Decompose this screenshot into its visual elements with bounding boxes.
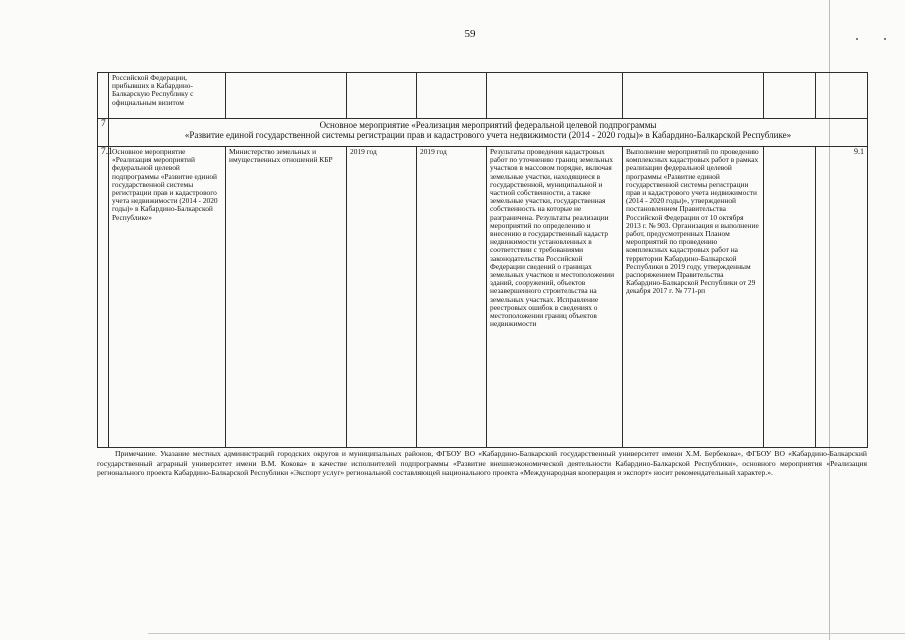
detail-name: Основное мероприятие «Реализация мероприятий федеральной целевой подпрограммы «Развитие единой государственной системы регистрации прав и кадастрового учета недвижимости (2014 - 2020 годы)» в Кабардино-Балкарской Республике» xyxy=(109,147,226,448)
section-number: 7 xyxy=(98,119,109,147)
section-title-line-2: «Развитие единой государственной системы регистрации прав и кадастрового учета недвижимости (2014 - 2020 годы)» в Кабардино-Балкарской Республике» xyxy=(184,130,792,140)
table-cell xyxy=(816,73,868,119)
program-table xyxy=(97,72,868,448)
scan-speck xyxy=(884,38,886,40)
table-cell xyxy=(487,73,623,119)
table-row-continuation xyxy=(98,73,868,119)
scan-bottom-line xyxy=(148,633,905,634)
footnote-label: Примечание. xyxy=(115,449,157,458)
detail-start: 2019 год xyxy=(347,147,417,448)
detail-indicator: 9.1 xyxy=(816,147,868,448)
detail-activities: Выполнение мероприятий по проведению комплексных кадастровых работ в рамках реализации федеральной целевой программы «Развитие единой государственной системы регистрации прав и кадастрового учета недвижимости (2014 - 2020 годы)», утвержденной постановлением Правительства Российской Федерации от 10 октября 2013 г. № 903. Организация и выполнение работ, предусмотренных Планом мероприятий по проведению комплексных кадастровых работ на территории Кабардино-Балкарской Республики в 2019 году, утвержденным распоряжением Правительства Кабардино-Балкарской Республики от 29 декабря 2017 г. № 771-рп xyxy=(623,147,764,448)
table-cell xyxy=(764,73,816,119)
footnote xyxy=(97,449,867,478)
table-cell xyxy=(623,73,764,119)
table-cell xyxy=(347,73,417,119)
continuation-text: Российской Федерации, прибывших в Кабардино-Балкарскую Республику с официальным визитом xyxy=(109,73,226,119)
table-cell xyxy=(226,73,347,119)
detail-results: Результаты проведения кадастровых работ по уточнению границ земельных участков в массовом порядке, включая земельные участки, находящиеся в государственной, муниципальной и частной собственности, а также земельные участки, государственная собственность на которые не разграничена. Результаты реализации мероприятий по определению и внесению в государственный кадастр недвижимости установленных в соответствии с требованиями законодательства Российской Федерации сведений о границах земельных участков и местоположении зданий, сооружений, объектов незавершенного строительства на земельных участках. Исправление реестровых ошибок в сведениях о местоположении границ объектов недвижимости xyxy=(487,147,623,448)
section-title-line-1: Основное мероприятие «Реализация мероприятий федеральной целевой подпрограммы xyxy=(319,120,657,130)
table-row-section xyxy=(98,119,868,147)
detail-executor: Министерство земельных и имущественных отношений КБР xyxy=(226,147,347,448)
page-number: 59 xyxy=(464,28,476,40)
table-cell xyxy=(764,147,816,448)
scan-speck xyxy=(856,38,858,40)
detail-end: 2019 год xyxy=(417,147,487,448)
table-row-detail xyxy=(98,147,868,448)
detail-number: 7.1 xyxy=(98,147,109,448)
footnote-text: Указание местных администраций городских округов и муниципальных районов, ФГБОУ ВО «Кабардино-Балкарский государственный университет имени Х.М. Бербекова», ФГБОУ ВО «Кабардино-Балкарский государственный аграрный университет имени В.М. Кокова» в качестве исполнителей подпрограммы «Развитие внешнеэкономической деятельности Кабардино-Балкарской Республики», основного мероприятия «Реализация регионального проекта Кабардино-Балкарской Республики «Экспорт услуг» региональной составляющей национального проекта «Международная кооперация и экспорт» носит рекомендательный характер.». xyxy=(97,449,867,478)
table-cell xyxy=(98,73,109,119)
table-cell xyxy=(417,73,487,119)
section-title xyxy=(109,119,868,147)
